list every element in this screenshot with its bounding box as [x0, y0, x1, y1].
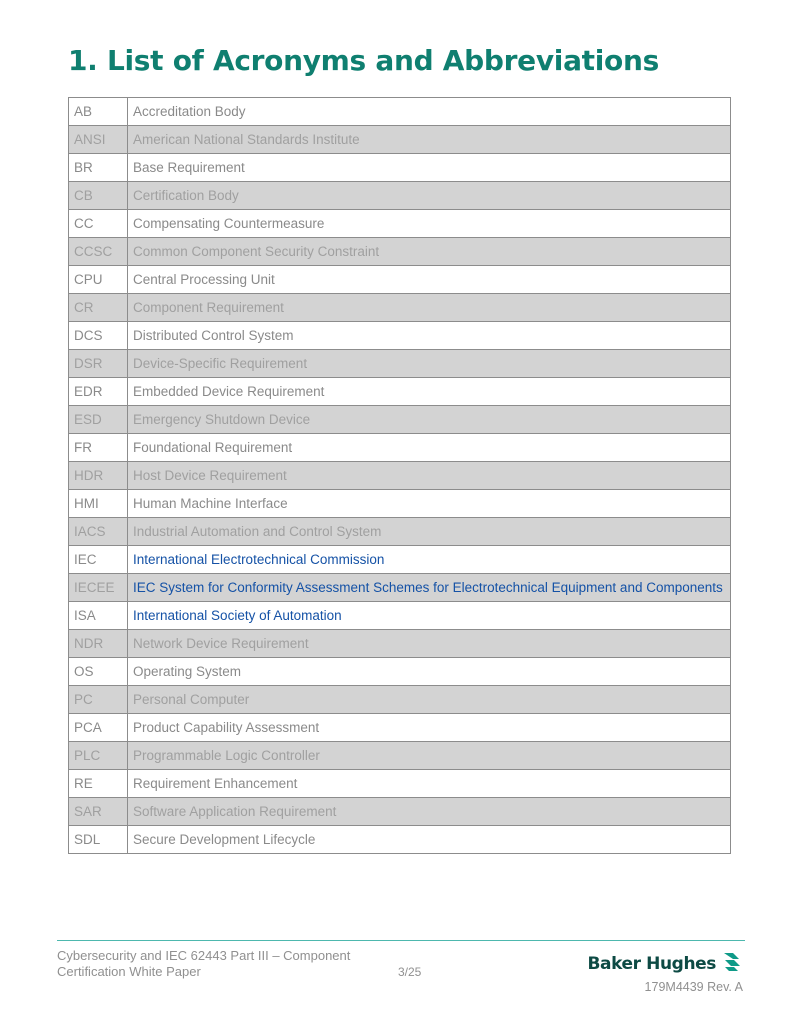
- table-row: [69, 126, 731, 154]
- acronym-cell: EDR: [69, 378, 128, 406]
- definition-cell: Secure Development Lifecycle: [128, 826, 731, 854]
- acronym-cell: IACS: [69, 518, 128, 546]
- definition-cell: Software Application Requirement: [128, 798, 731, 826]
- acronym-table: [68, 97, 731, 854]
- table-row: [69, 210, 731, 238]
- definition-link[interactable]: IEC System for Conformity Assessment Schemes for Electrotechnical Equipment and Components: [128, 574, 731, 602]
- definition-cell: Network Device Requirement: [128, 630, 731, 658]
- table-row: [69, 462, 731, 490]
- acronym-cell: PC: [69, 686, 128, 714]
- acronym-cell: BR: [69, 154, 128, 182]
- table-row: [69, 490, 731, 518]
- acronym-cell: ESD: [69, 406, 128, 434]
- acronym-cell: CR: [69, 294, 128, 322]
- definition-cell: Industrial Automation and Control System: [128, 518, 731, 546]
- acronym-cell: FR: [69, 434, 128, 462]
- definition-cell: Emergency Shutdown Device: [128, 406, 731, 434]
- acronym-cell: AB: [69, 98, 128, 126]
- footer-page-number: 3/25: [398, 965, 422, 979]
- table-row: [69, 686, 731, 714]
- definition-cell: Human Machine Interface: [128, 490, 731, 518]
- definition-cell: Compensating Countermeasure: [128, 210, 731, 238]
- footer-divider: [57, 940, 745, 941]
- definition-cell: Host Device Requirement: [128, 462, 731, 490]
- table-row: [69, 574, 731, 602]
- definition-cell: Foundational Requirement: [128, 434, 731, 462]
- acronym-cell: NDR: [69, 630, 128, 658]
- baker-hughes-mark-icon: [721, 950, 743, 977]
- acronym-cell: CCSC: [69, 238, 128, 266]
- table-row: [69, 798, 731, 826]
- acronym-cell: DSR: [69, 350, 128, 378]
- acronym-cell: OS: [69, 658, 128, 686]
- acronym-cell: SDL: [69, 826, 128, 854]
- definition-cell: Base Requirement: [128, 154, 731, 182]
- acronym-cell: PLC: [69, 742, 128, 770]
- table-row: [69, 154, 731, 182]
- definition-cell: Requirement Enhancement: [128, 770, 731, 798]
- table-row: [69, 630, 731, 658]
- definition-cell: Product Capability Assessment: [128, 714, 731, 742]
- table-row: [69, 602, 731, 630]
- definition-cell: Component Requirement: [128, 294, 731, 322]
- table-row: [69, 294, 731, 322]
- definition-cell: Device-Specific Requirement: [128, 350, 731, 378]
- table-row: [69, 406, 731, 434]
- acronym-cell: HDR: [69, 462, 128, 490]
- definition-cell: Common Component Security Constraint: [128, 238, 731, 266]
- footer-doc-number: 179M4439 Rev. A: [644, 980, 743, 994]
- table-row: [69, 98, 731, 126]
- definition-cell: Distributed Control System: [128, 322, 731, 350]
- acronym-cell: IEC: [69, 546, 128, 574]
- table-row: [69, 182, 731, 210]
- table-row: [69, 266, 731, 294]
- definition-link[interactable]: International Electrotechnical Commission: [128, 546, 731, 574]
- acronym-cell: ISA: [69, 602, 128, 630]
- definition-cell: Programmable Logic Controller: [128, 742, 731, 770]
- definition-cell: Operating System: [128, 658, 731, 686]
- definition-cell: Embedded Device Requirement: [128, 378, 731, 406]
- table-row: [69, 322, 731, 350]
- definition-link[interactable]: International Society of Automation: [128, 602, 731, 630]
- acronym-cell: ANSI: [69, 126, 128, 154]
- table-row: [69, 658, 731, 686]
- acronym-cell: CC: [69, 210, 128, 238]
- brand-logo: [587, 950, 743, 977]
- table-row: [69, 518, 731, 546]
- acronym-cell: RE: [69, 770, 128, 798]
- acronym-cell: CPU: [69, 266, 128, 294]
- table-row: [69, 770, 731, 798]
- table-row: [69, 378, 731, 406]
- table-row: [69, 434, 731, 462]
- acronym-cell: DCS: [69, 322, 128, 350]
- page-title: 1. List of Acronyms and Abbreviations: [68, 44, 659, 77]
- table-row: [69, 238, 731, 266]
- acronym-cell: PCA: [69, 714, 128, 742]
- acronym-cell: SAR: [69, 798, 128, 826]
- definition-cell: American National Standards Institute: [128, 126, 731, 154]
- acronym-cell: CB: [69, 182, 128, 210]
- acronym-cell: HMI: [69, 490, 128, 518]
- table-row: [69, 714, 731, 742]
- table-row: [69, 826, 731, 854]
- table-row: [69, 742, 731, 770]
- table-row: [69, 350, 731, 378]
- definition-cell: Certification Body: [128, 182, 731, 210]
- table-row: [69, 546, 731, 574]
- definition-cell: Personal Computer: [128, 686, 731, 714]
- acronym-cell: IECEE: [69, 574, 128, 602]
- definition-cell: Accreditation Body: [128, 98, 731, 126]
- definition-cell: Central Processing Unit: [128, 266, 731, 294]
- brand-name: Baker Hughes: [587, 953, 716, 974]
- footer-doc-title: Cybersecurity and IEC 62443 Part III – Component Certification White Paper: [57, 948, 351, 979]
